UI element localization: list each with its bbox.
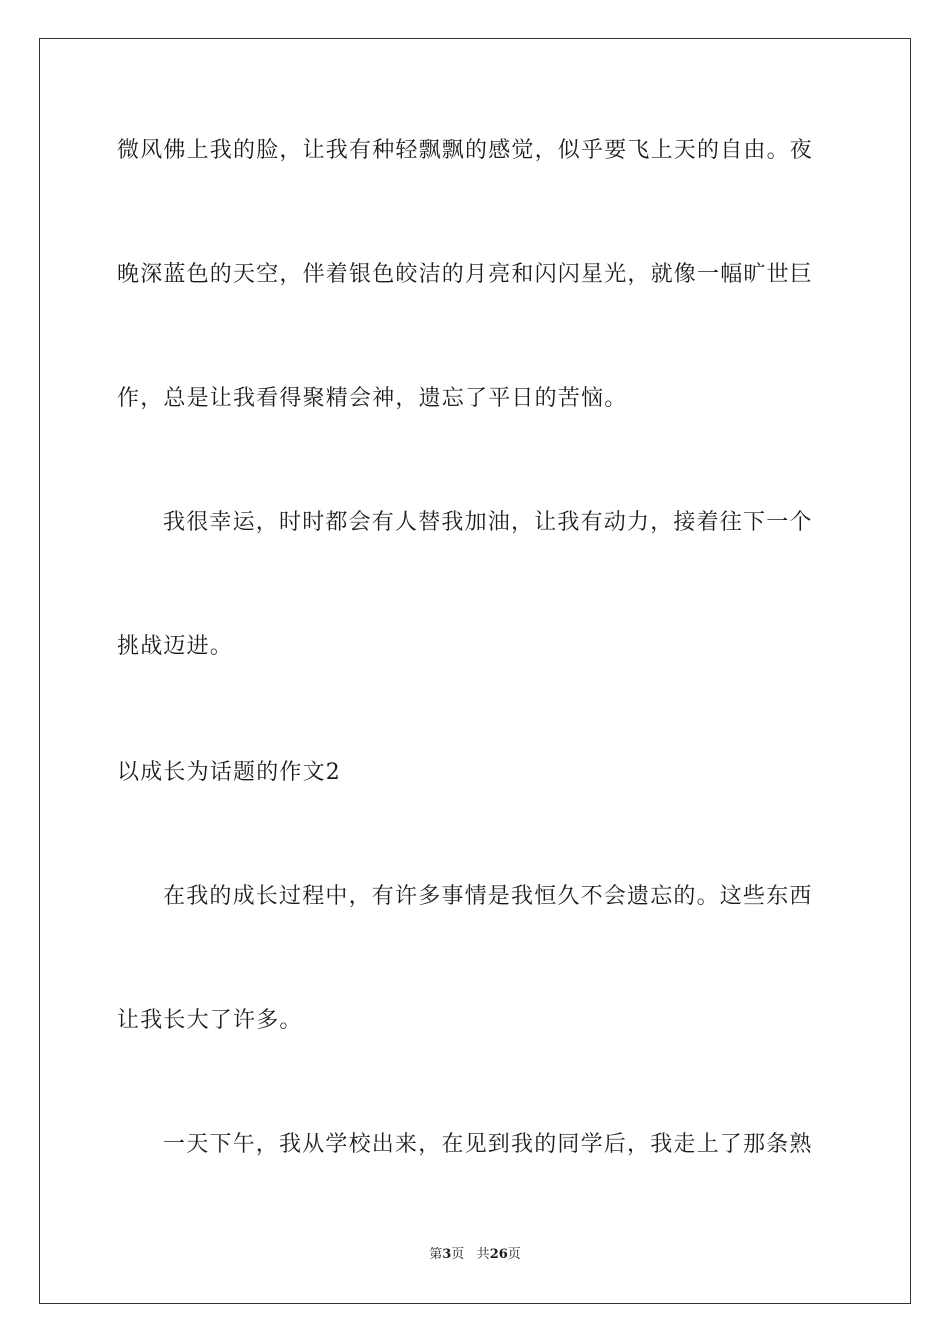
page-number: 3 (442, 1247, 452, 1262)
total-pages: 26 (489, 1247, 508, 1262)
paragraph-line-7: 让我长大了许多。 (117, 1008, 303, 1033)
page-footer (0, 1245, 950, 1265)
paragraph-line-2: 晚深蓝色的天空，伴着银色皎洁的月亮和闪闪星光，就像一幅旷世巨 (117, 262, 814, 287)
page-suffix: 页 (451, 1247, 465, 1262)
paragraph-line-4: 我很幸运，时时都会有人替我加油，让我有动力，接着往下一个 (163, 510, 813, 535)
paragraph-line-8: 一天下午，我从学校出来，在见到我的同学后，我走上了那条熟 (163, 1132, 813, 1157)
paragraph-line-5: 挑战迈进。 (117, 634, 234, 659)
total-prefix: 共 (476, 1247, 490, 1262)
paragraph-line-3: 作，总是让我看得聚精会神，遗忘了平日的苦恼。 (117, 386, 628, 411)
total-suffix: 页 (507, 1247, 521, 1262)
page-border (39, 38, 911, 1304)
paragraph-line-6: 在我的成长过程中，有许多事情是我恒久不会遗忘的。这些东西 (163, 884, 813, 909)
paragraph-line-1: 微风佛上我的脸，让我有种轻飘飘的感觉，似乎要飞上天的自由。夜 (117, 138, 814, 163)
section-heading: 以成长为话题的作文2 (117, 760, 341, 785)
page-prefix: 第 (429, 1247, 443, 1262)
